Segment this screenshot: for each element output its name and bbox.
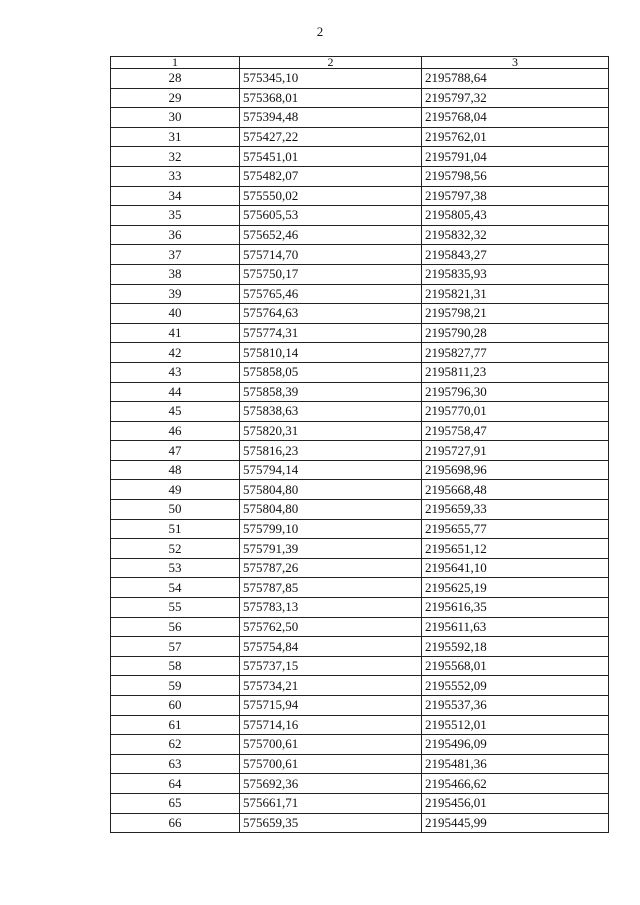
point-number-cell: 38 — [111, 264, 240, 284]
x-coordinate-cell: 575804,80 — [240, 500, 422, 520]
x-coordinate-cell: 575714,16 — [240, 715, 422, 735]
point-number-cell: 52 — [111, 539, 240, 559]
table-row — [111, 460, 609, 480]
y-coordinate-cell: 2195592,18 — [422, 637, 609, 657]
table-row — [111, 735, 609, 755]
x-coordinate-cell: 575661,71 — [240, 793, 422, 813]
x-coordinate-cell: 575794,14 — [240, 460, 422, 480]
column-header-1: 1 — [111, 57, 240, 69]
point-number-cell: 40 — [111, 304, 240, 324]
table-row — [111, 793, 609, 813]
point-number-cell: 29 — [111, 88, 240, 108]
y-coordinate-cell: 2195445,99 — [422, 813, 609, 833]
point-number-cell: 32 — [111, 147, 240, 167]
x-coordinate-cell: 575762,50 — [240, 617, 422, 637]
x-coordinate-cell: 575791,39 — [240, 539, 422, 559]
x-coordinate-cell: 575750,17 — [240, 264, 422, 284]
table-header-row — [111, 57, 609, 69]
point-number-cell: 58 — [111, 656, 240, 676]
table-row — [111, 186, 609, 206]
point-number-cell: 47 — [111, 441, 240, 461]
y-coordinate-cell: 2195843,27 — [422, 245, 609, 265]
point-number-cell: 53 — [111, 558, 240, 578]
y-coordinate-cell: 2195762,01 — [422, 127, 609, 147]
y-coordinate-cell: 2195537,36 — [422, 696, 609, 716]
point-number-cell: 48 — [111, 460, 240, 480]
table-row — [111, 539, 609, 559]
point-number-cell: 42 — [111, 343, 240, 363]
table-row — [111, 382, 609, 402]
column-header-2: 2 — [240, 57, 422, 69]
x-coordinate-cell: 575787,26 — [240, 558, 422, 578]
table-row — [111, 441, 609, 461]
y-coordinate-cell: 2195625,19 — [422, 578, 609, 598]
y-coordinate-cell: 2195768,04 — [422, 108, 609, 128]
table-row — [111, 323, 609, 343]
point-number-cell: 66 — [111, 813, 240, 833]
table-row — [111, 304, 609, 324]
y-coordinate-cell: 2195821,31 — [422, 284, 609, 304]
point-number-cell: 56 — [111, 617, 240, 637]
table-row — [111, 480, 609, 500]
y-coordinate-cell: 2195552,09 — [422, 676, 609, 696]
point-number-cell: 33 — [111, 166, 240, 186]
table-row — [111, 225, 609, 245]
y-coordinate-cell: 2195641,10 — [422, 558, 609, 578]
y-coordinate-cell: 2195655,77 — [422, 519, 609, 539]
point-number-cell: 45 — [111, 402, 240, 422]
table-row — [111, 245, 609, 265]
table-row — [111, 402, 609, 422]
x-coordinate-cell: 575838,63 — [240, 402, 422, 422]
table-row — [111, 578, 609, 598]
point-number-cell: 28 — [111, 69, 240, 89]
y-coordinate-cell: 2195456,01 — [422, 793, 609, 813]
table-row — [111, 421, 609, 441]
y-coordinate-cell: 2195797,32 — [422, 88, 609, 108]
column-header-3: 3 — [422, 57, 609, 69]
coordinates-table — [110, 56, 609, 833]
y-coordinate-cell: 2195788,64 — [422, 69, 609, 89]
x-coordinate-cell: 575799,10 — [240, 519, 422, 539]
y-coordinate-cell: 2195727,91 — [422, 441, 609, 461]
y-coordinate-cell: 2195791,04 — [422, 147, 609, 167]
x-coordinate-cell: 575804,80 — [240, 480, 422, 500]
x-coordinate-cell: 575754,84 — [240, 637, 422, 657]
table-row — [111, 676, 609, 696]
x-coordinate-cell: 575451,01 — [240, 147, 422, 167]
x-coordinate-cell: 575715,94 — [240, 696, 422, 716]
x-coordinate-cell: 575858,05 — [240, 362, 422, 382]
x-coordinate-cell: 575783,13 — [240, 598, 422, 618]
point-number-cell: 50 — [111, 500, 240, 520]
table-row — [111, 343, 609, 363]
y-coordinate-cell: 2195651,12 — [422, 539, 609, 559]
table-row — [111, 264, 609, 284]
table-row — [111, 108, 609, 128]
point-number-cell: 30 — [111, 108, 240, 128]
x-coordinate-cell: 575692,36 — [240, 774, 422, 794]
table-row — [111, 774, 609, 794]
table-row — [111, 147, 609, 167]
point-number-cell: 31 — [111, 127, 240, 147]
x-coordinate-cell: 575659,35 — [240, 813, 422, 833]
table-row — [111, 362, 609, 382]
y-coordinate-cell: 2195659,33 — [422, 500, 609, 520]
y-coordinate-cell: 2195616,35 — [422, 598, 609, 618]
y-coordinate-cell: 2195758,47 — [422, 421, 609, 441]
y-coordinate-cell: 2195770,01 — [422, 402, 609, 422]
point-number-cell: 41 — [111, 323, 240, 343]
table-row — [111, 617, 609, 637]
table-row — [111, 637, 609, 657]
x-coordinate-cell: 575368,01 — [240, 88, 422, 108]
y-coordinate-cell: 2195832,32 — [422, 225, 609, 245]
x-coordinate-cell: 575605,53 — [240, 206, 422, 226]
point-number-cell: 57 — [111, 637, 240, 657]
table-row — [111, 284, 609, 304]
y-coordinate-cell: 2195611,63 — [422, 617, 609, 637]
y-coordinate-cell: 2195811,23 — [422, 362, 609, 382]
table-body — [111, 69, 609, 833]
x-coordinate-cell: 575345,10 — [240, 69, 422, 89]
y-coordinate-cell: 2195512,01 — [422, 715, 609, 735]
table-row — [111, 558, 609, 578]
y-coordinate-cell: 2195496,09 — [422, 735, 609, 755]
x-coordinate-cell: 575482,07 — [240, 166, 422, 186]
y-coordinate-cell: 2195568,01 — [422, 656, 609, 676]
table-row — [111, 206, 609, 226]
table-row — [111, 715, 609, 735]
point-number-cell: 43 — [111, 362, 240, 382]
table-row — [111, 813, 609, 833]
y-coordinate-cell: 2195827,77 — [422, 343, 609, 363]
point-number-cell: 35 — [111, 206, 240, 226]
point-number-cell: 37 — [111, 245, 240, 265]
point-number-cell: 39 — [111, 284, 240, 304]
x-coordinate-cell: 575737,15 — [240, 656, 422, 676]
table-row — [111, 127, 609, 147]
table-row — [111, 69, 609, 89]
y-coordinate-cell: 2195798,56 — [422, 166, 609, 186]
x-coordinate-cell: 575652,46 — [240, 225, 422, 245]
y-coordinate-cell: 2195798,21 — [422, 304, 609, 324]
x-coordinate-cell: 575858,39 — [240, 382, 422, 402]
y-coordinate-cell: 2195835,93 — [422, 264, 609, 284]
table-row — [111, 696, 609, 716]
table-row — [111, 598, 609, 618]
y-coordinate-cell: 2195466,62 — [422, 774, 609, 794]
x-coordinate-cell: 575810,14 — [240, 343, 422, 363]
point-number-cell: 54 — [111, 578, 240, 598]
point-number-cell: 49 — [111, 480, 240, 500]
point-number-cell: 36 — [111, 225, 240, 245]
x-coordinate-cell: 575394,48 — [240, 108, 422, 128]
y-coordinate-cell: 2195805,43 — [422, 206, 609, 226]
y-coordinate-cell: 2195796,30 — [422, 382, 609, 402]
y-coordinate-cell: 2195668,48 — [422, 480, 609, 500]
point-number-cell: 61 — [111, 715, 240, 735]
y-coordinate-cell: 2195790,28 — [422, 323, 609, 343]
point-number-cell: 63 — [111, 754, 240, 774]
y-coordinate-cell: 2195481,36 — [422, 754, 609, 774]
x-coordinate-cell: 575700,61 — [240, 754, 422, 774]
point-number-cell: 55 — [111, 598, 240, 618]
x-coordinate-cell: 575427,22 — [240, 127, 422, 147]
table-row — [111, 166, 609, 186]
x-coordinate-cell: 575765,46 — [240, 284, 422, 304]
point-number-cell: 59 — [111, 676, 240, 696]
point-number-cell: 60 — [111, 696, 240, 716]
page-number: 2 — [316, 24, 324, 39]
x-coordinate-cell: 575764,63 — [240, 304, 422, 324]
point-number-cell: 44 — [111, 382, 240, 402]
table-row — [111, 656, 609, 676]
x-coordinate-cell: 575700,61 — [240, 735, 422, 755]
table-row — [111, 88, 609, 108]
point-number-cell: 65 — [111, 793, 240, 813]
x-coordinate-cell: 575774,31 — [240, 323, 422, 343]
table-row — [111, 500, 609, 520]
y-coordinate-cell: 2195797,38 — [422, 186, 609, 206]
point-number-cell: 46 — [111, 421, 240, 441]
x-coordinate-cell: 575550,02 — [240, 186, 422, 206]
point-number-cell: 34 — [111, 186, 240, 206]
table-row — [111, 754, 609, 774]
point-number-cell: 51 — [111, 519, 240, 539]
table-row — [111, 519, 609, 539]
x-coordinate-cell: 575787,85 — [240, 578, 422, 598]
x-coordinate-cell: 575820,31 — [240, 421, 422, 441]
y-coordinate-cell: 2195698,96 — [422, 460, 609, 480]
x-coordinate-cell: 575714,70 — [240, 245, 422, 265]
point-number-cell: 62 — [111, 735, 240, 755]
point-number-cell: 64 — [111, 774, 240, 794]
x-coordinate-cell: 575816,23 — [240, 441, 422, 461]
x-coordinate-cell: 575734,21 — [240, 676, 422, 696]
